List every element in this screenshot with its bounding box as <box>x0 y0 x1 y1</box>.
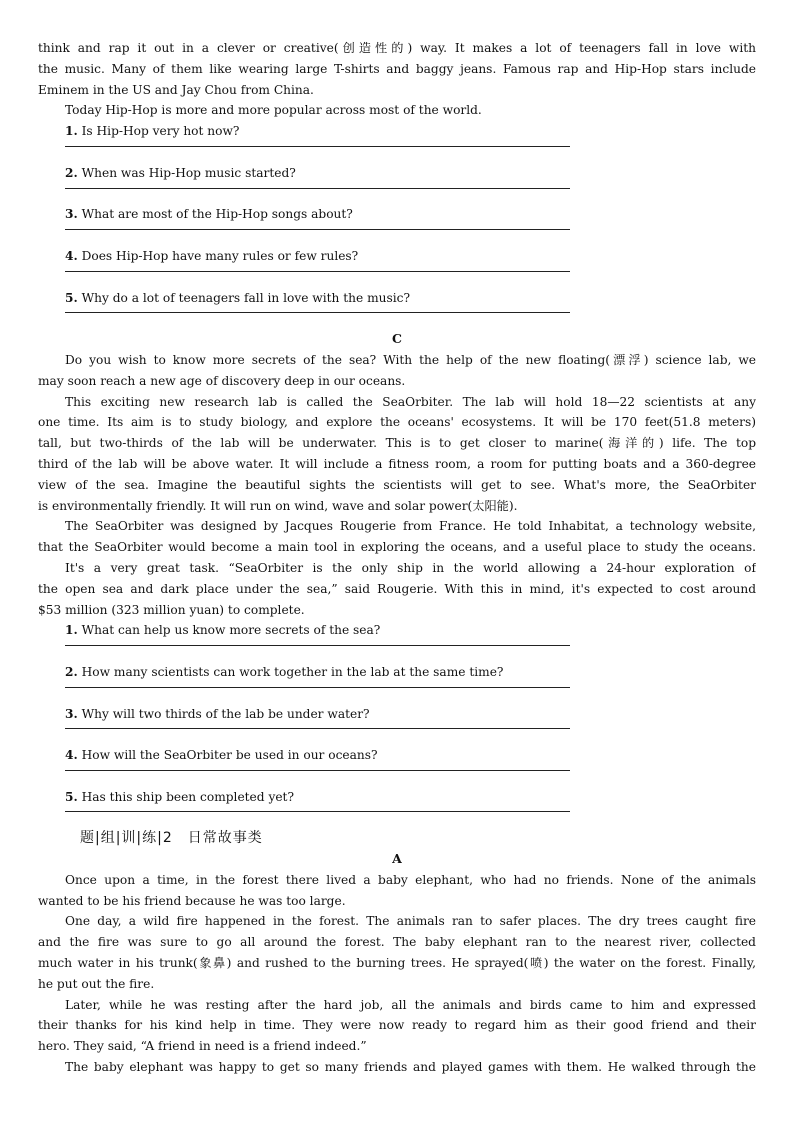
question-b5: 5. Why do a lot of teenagers fall in love with the music? <box>65 290 411 305</box>
answer-line[interactable] <box>38 267 756 288</box>
passage-c-line: that the SeaOrbiter would become a main tool in exploring the oceans, and a useful place to study the oceans. <box>38 540 756 555</box>
passage-a-line: The baby elephant was happy to get so many friends and played games with them. He walked through the <box>65 1060 756 1075</box>
answer-line[interactable] <box>38 641 756 662</box>
passage-c-line: view of the sea. Imagine the beautiful sights the scientists will get to see. What's more, the SeaOrbiter <box>38 477 756 492</box>
passage-c-line: the open sea and dark place under the sea,” said Rougerie. With this in mind, it's expected to cost around <box>38 581 756 596</box>
question-c4: 4. How will the SeaOrbiter be used in our oceans? <box>65 748 378 763</box>
passage-a-line: wanted to be his friend because he was too large. <box>38 893 346 908</box>
passage-c-line: one time. Its aim is to study biology, and explore the oceans' ecosystems. It will be 170 feet(51.8 meters) <box>38 415 756 430</box>
question-b1: 1. Is Hip-Hop very hot now? <box>65 124 240 139</box>
passage-c-line: is environmentally friendly. It will run on wind, wave and solar power(太阳能). <box>38 498 518 513</box>
question-c1: 1. What can help us know more secrets of the sea? <box>65 623 381 638</box>
section-title: 题|组|训|练|2 日常故事类 <box>80 830 263 847</box>
question-c5: 5. Has this ship been completed yet? <box>65 789 294 804</box>
passage-c-line: third of the lab will be above water. It will include a fitness room, a room for putting boats and a 360-degree <box>38 456 756 471</box>
answer-line[interactable] <box>38 766 756 787</box>
passage-a-line: Later, while he was resting after the hard job, all the animals and birds came to him and expressed <box>65 997 756 1012</box>
passage-a-line: Once upon a time, in the forest there lived a baby elephant, who had no friends. None of the animals <box>65 872 756 887</box>
answer-line[interactable] <box>38 142 756 163</box>
answer-line[interactable] <box>38 724 756 745</box>
passage-b-line: think and rap it out in a clever or creative(创造性的) way. It makes a lot of teenagers fall in love with <box>38 41 756 55</box>
worksheet-page <box>38 38 756 1078</box>
answer-line[interactable] <box>38 807 756 828</box>
passage-c-line: Do you wish to know more secrets of the sea? With the help of the new floating(漂浮) science lab, we <box>65 352 756 367</box>
question-b2: 2. When was Hip-Hop music started? <box>65 165 296 180</box>
passage-c-line: This exciting new research lab is called the SeaOrbiter. The lab will hold 18—22 scientists at any <box>65 394 756 409</box>
passage-a-heading: A <box>392 851 402 867</box>
passage-a-line: One day, a wild fire happened in the forest. The animals ran to safer places. The dry trees caught fire <box>65 914 756 929</box>
passage-a-line: their thanks for his kind help in time. They were now ready to regard him as their good friend and their <box>38 1018 756 1033</box>
answer-line[interactable] <box>38 308 756 329</box>
answer-line[interactable] <box>38 225 756 246</box>
passage-c-line: tall, but two-thirds of the lab will be underwater. This is to get closer to marine(海洋的) life. The top <box>38 436 756 451</box>
passage-a-line: much water in his trunk(象鼻) and rushed to the burning trees. He sprayed(喷) the water on the forest. Finally, <box>38 956 756 971</box>
answer-line[interactable] <box>38 683 756 704</box>
question-c3: 3. Why will two thirds of the lab be under water? <box>65 706 370 721</box>
passage-a-line: hero. They said, “A friend in need is a friend indeed.” <box>38 1039 367 1054</box>
question-b4: 4. Does Hip-Hop have many rules or few rules? <box>65 248 359 263</box>
passage-c-line: $53 million (323 million yuan) to complete. <box>38 602 305 617</box>
passage-a-line: he put out the fire. <box>38 976 155 991</box>
passage-b-closing: Today Hip-Hop is more and more popular across most of the world. <box>65 103 482 118</box>
passage-c-line: It's a very great task. “SeaOrbiter is the only ship in the world allowing a 24-hour exploration of <box>65 560 756 575</box>
passage-b-line: the music. Many of them like wearing large T-shirts and baggy jeans. Famous rap and Hip-Hop stars include <box>38 61 756 76</box>
passage-b-line: Eminem in the US and Jay Chou from China. <box>38 82 314 97</box>
passage-a-line: and the fire was sure to go all around the forest. The baby elephant ran to the nearest river, collected <box>38 935 756 950</box>
answer-line[interactable] <box>38 184 756 205</box>
passage-c-line: The SeaOrbiter was designed by Jacques Rougerie from France. He told Inhabitat, a technology website, <box>65 519 756 534</box>
passage-c-heading: C <box>392 331 402 347</box>
passage-c-line: may soon reach a new age of discovery deep in our oceans. <box>38 373 406 388</box>
question-b3: 3. What are most of the Hip-Hop songs about? <box>65 207 353 222</box>
question-c2: 2. How many scientists can work together in the lab at the same time? <box>65 664 504 679</box>
